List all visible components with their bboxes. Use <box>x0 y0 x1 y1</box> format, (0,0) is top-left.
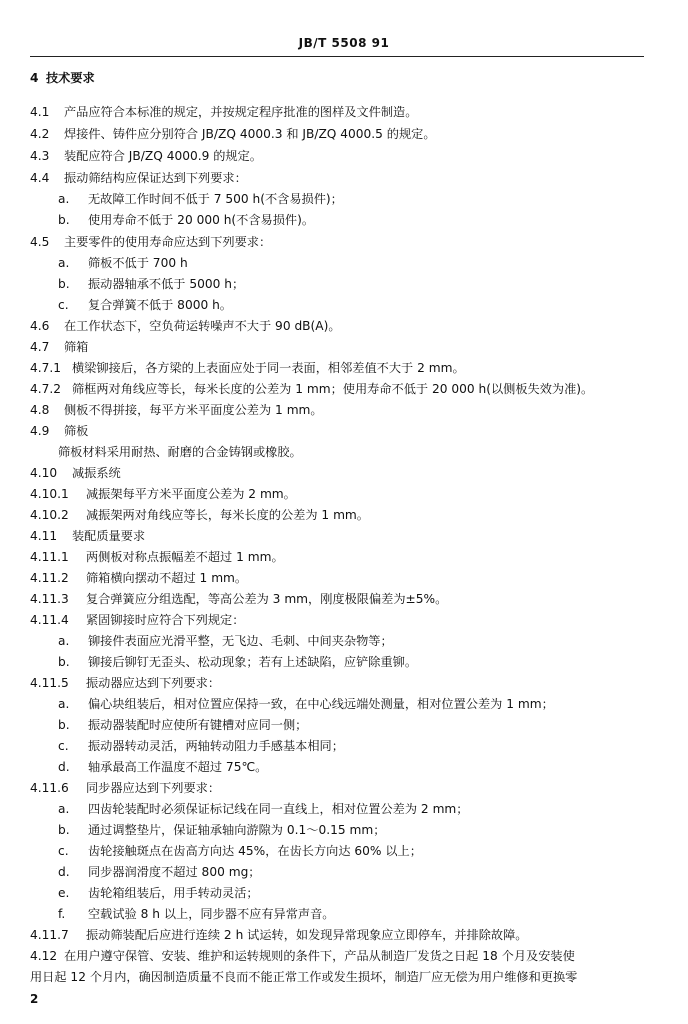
clause-number: 4.12 <box>30 949 58 963</box>
clause-text: 振动筛装配后应进行连续 2 h 试运转，如发现异常现象应立即停车，并排除故障。 <box>86 928 528 942</box>
subitem-label: a. <box>58 802 70 816</box>
clause-text: 振动筛结构应保证达到下列要求： <box>64 171 247 185</box>
clause-number: 4.11.1 <box>30 550 69 564</box>
subitem-text: 铆接件表面应光滑平整，无飞边、毛刺、中间夹杂物等； <box>88 634 393 648</box>
clause-text: 减振架每平方米平面度公差为 2 mm。 <box>86 487 296 501</box>
subitem-label: a. <box>58 256 70 270</box>
clause-text: 在工作状态下，空负荷运转噪声不大于 90 dB(A)。 <box>64 319 341 333</box>
clause-number: 4.11.7 <box>30 928 69 942</box>
clause-text: 产品应符合本标准的规定，并按规定程序批准的图样及文件制造。 <box>64 105 418 119</box>
clause-text: 同步器应达到下列要求： <box>86 781 221 795</box>
subitem-text: 偏心块组装后，相对位置应保持一致，在中心线远端处测量，相对位置公差为 1 mm； <box>88 697 554 711</box>
clause-text: 筛框两对角线应等长，每米长度的公差为 1 mm；使用寿命不低于 20 000 h(以侧板失效为准)。 <box>72 382 594 396</box>
clause-text: 侧板不得拼接，每平方米平面度公差为 1 mm。 <box>64 403 323 417</box>
subitem-label: d. <box>58 760 70 774</box>
subitem-label: b. <box>58 277 70 291</box>
clause-text: 横梁铆接后，各方梁的上表面应处于同一表面，相邻差值不大于 2 mm。 <box>72 361 465 375</box>
subitem-label: a. <box>58 697 70 711</box>
subitem-label: d. <box>58 865 70 879</box>
subitem-label: a. <box>58 192 70 206</box>
clause-number: 4.11 <box>30 529 58 543</box>
page-header: JB/T 5508 91 <box>298 36 390 50</box>
clause-text: 减振架两对角线应等长，每米长度的公差为 1 mm。 <box>86 508 369 522</box>
clause-number: 4.7.2 <box>30 382 62 396</box>
clause-number: 4.6 <box>30 319 50 333</box>
subitem-label: c. <box>58 298 69 312</box>
subitem-text: 振动器转动灵活，两轴转动阻力手感基本相同； <box>88 739 344 753</box>
subitem-text: 使用寿命不低于 20 000 h(不含易损件)。 <box>88 213 315 227</box>
clause-text: 筛箱横向摆动不超过 1 mm。 <box>86 571 248 585</box>
subitem-text: 振动器轴承不低于 5000 h； <box>88 277 245 291</box>
clause-text: 装配应符合 JB/ZQ 4000.9 的规定。 <box>64 149 262 163</box>
clause-number: 4.10.1 <box>30 487 69 501</box>
subitem-text: 筛板不低于 700 h <box>88 256 188 270</box>
clause-text: 减振系统 <box>72 466 121 480</box>
subitem-text: 铆接后铆钉无歪头、松动现象；若有上述缺陷，应铲除重铆。 <box>88 655 418 669</box>
subitem-label: a. <box>58 634 70 648</box>
clause-number: 4.11.6 <box>30 781 69 795</box>
subitem-label: b. <box>58 213 70 227</box>
clause-number: 4.2 <box>30 127 50 141</box>
subitem-text: 振动器装配时应使所有键槽对应同一侧； <box>88 718 308 732</box>
subitem-text: 轴承最高工作温度不超过 75℃。 <box>88 760 268 774</box>
clause-text: 两侧板对称点振幅差不超过 1 mm。 <box>86 550 284 564</box>
subitem-text: 同步器润滑度不超过 800 mg； <box>88 865 261 879</box>
clause-number: 4.10.2 <box>30 508 69 522</box>
clause-number: 4.9 <box>30 424 50 438</box>
clause-number: 4.1 <box>30 105 50 119</box>
clause-text: 焊接件、铸件应分别符合 JB/ZQ 4000.3 和 JB/ZQ 4000.5 的规定。 <box>64 127 436 141</box>
clause-number: 4.11.3 <box>30 592 69 606</box>
clause-number: 4.11.5 <box>30 676 69 690</box>
clause-number: 4.8 <box>30 403 50 417</box>
clause-number: 4.11.4 <box>30 613 69 627</box>
subitem-text: 无故障工作时间不低于 7 500 h(不含易损件)； <box>88 192 343 206</box>
clause-text: 紧固铆接时应符合下列规定： <box>86 613 245 627</box>
clause-number: 4.11.2 <box>30 571 69 585</box>
clause-number: 4.5 <box>30 235 50 249</box>
clause-number: 4.4 <box>30 171 50 185</box>
clause-number: 4.7 <box>30 340 50 354</box>
clause-text: 装配质量要求 <box>72 529 146 543</box>
subitem-label: f. <box>58 907 66 921</box>
clause-text: 主要零件的使用寿命应达到下列要求： <box>64 235 272 249</box>
subitem-label: b. <box>58 655 70 669</box>
clause-text: 用日起 12 个月内，确因制造质量不良而不能正常工作或发生损坏，制造厂应无偿为用户维修和更换零 <box>30 970 578 984</box>
subitem-text: 四齿轮装配时必须保证标记线在同一直线上，相对位置公差为 2 mm； <box>88 802 469 816</box>
subitem-text: 通过调整垫片，保证轴承轴向游隙为 0.1～0.15 mm； <box>88 823 386 837</box>
clause-number: 4.10 <box>30 466 58 480</box>
subitem-text: 复合弹簧不低于 8000 h。 <box>88 298 232 312</box>
section-title: 技术要求 <box>46 71 95 85</box>
clause-text: 筛板 <box>64 424 89 438</box>
header-rule <box>30 56 644 57</box>
clause-number: 4.3 <box>30 149 50 163</box>
section-number: 4 <box>30 71 39 85</box>
subitem-label: b. <box>58 718 70 732</box>
subitem-label: c. <box>58 844 69 858</box>
clause-text: 复合弹簧应分组选配，等高公差为 3 mm，刚度极限偏差为±5%。 <box>86 592 448 606</box>
clause-text: 振动器应达到下列要求： <box>86 676 221 690</box>
subitem-text: 齿轮接触斑点在齿高方向达 45%，在齿长方向达 60% 以上； <box>88 844 422 858</box>
clause-text: 在用户遵守保管、安装、维护和运转规则的条件下，产品从制造厂发货之日起 18 个月及安装使 <box>64 949 575 963</box>
subitem-label: c. <box>58 739 69 753</box>
clause-number: 4.7.1 <box>30 361 62 375</box>
subitem-label: b. <box>58 823 70 837</box>
page-number: 2 <box>30 992 39 1006</box>
subitem-label: e. <box>58 886 70 900</box>
subitem-text: 空载试验 8 h 以上，同步器不应有异常声音。 <box>88 907 335 921</box>
clause-text: 筛箱 <box>64 340 89 354</box>
subitem-text: 齿轮箱组装后，用手转动灵活； <box>88 886 259 900</box>
clause-text: 筛板材料采用耐热、耐磨的合金铸钢或橡胶。 <box>58 445 302 459</box>
